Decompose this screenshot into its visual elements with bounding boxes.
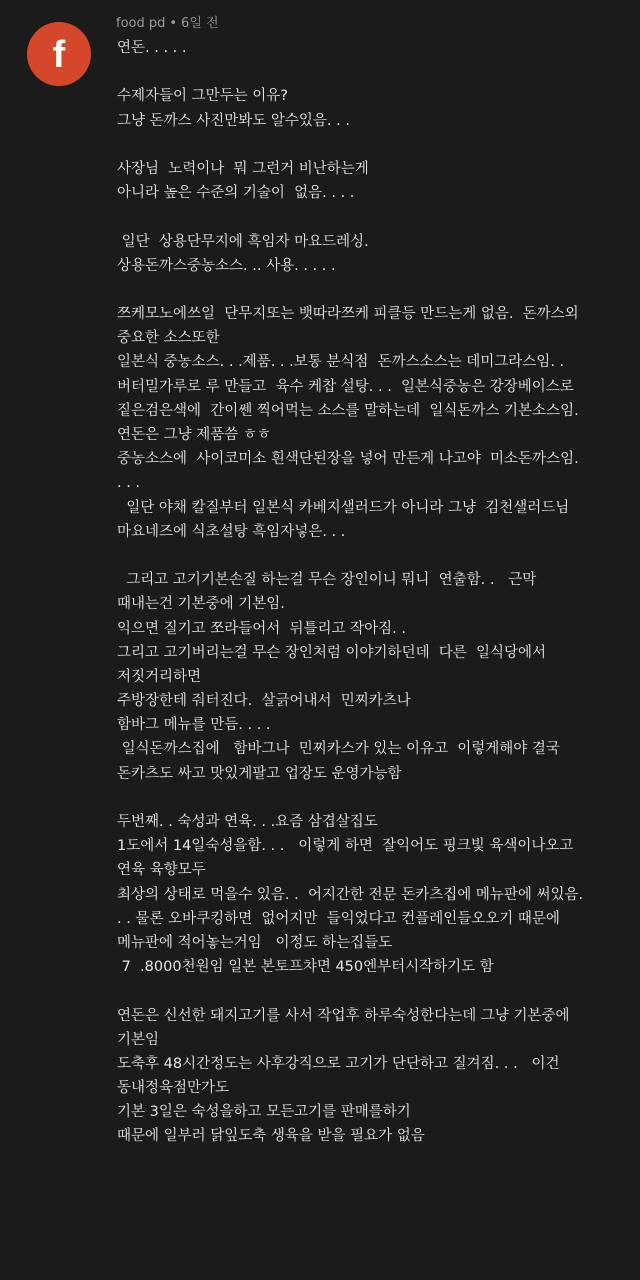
- comment-line: 그리고 고기기본손질 하는걸 무슨 장인이니 뭐니 연출함. . 근막: [117, 572, 537, 589]
- comment-line: 연돈은 그냥 제품씀 ㅎㅎ: [117, 427, 271, 443]
- comment-line: 도축후 48시간정도는 사후강직으로 고기가 단단하고 질겨짐. . . 이건: [117, 1055, 560, 1072]
- comment-line: 최상의 상태로 먹을수 있음. . 어지간한 전문 돈카츠집에 메뉴판에 써있음.: [117, 886, 584, 903]
- comment-line: 동내정육점만가도: [117, 1080, 230, 1097]
- comment-line: 저짓거리하면: [117, 668, 202, 685]
- comment-line: 그리고 고기버리는걸 무슨 장인처럼 이야기하던데 다른 일식당에서: [117, 644, 547, 661]
- comment-line: 때내는건 기본중에 기본임.: [117, 596, 285, 613]
- comment-line: 쯔케모노에쓰일 단무지또는 뱃따라쯔케 피클등 만드는게 없음. 돈까스외: [117, 306, 579, 323]
- comment-line: [117, 278, 637, 302]
- comment-line: 연육 육향모두: [117, 862, 206, 879]
- avatar-letter: f: [52, 34, 66, 76]
- comment-line: 일단 야채 칼질부터 일본식 카베지샐러드가 아니라 그냥 김천샐러드님: [117, 499, 570, 516]
- comment-line: 기본임: [117, 1031, 160, 1048]
- comment-line: 기본 3일은 숙성을하고 모든고기를 판매를하기: [117, 1104, 411, 1121]
- comment-line: [117, 544, 637, 568]
- comment-line: 아니라 높은 수준의 기술이 없음. . . .: [117, 185, 355, 202]
- comment-line: 중요한 소스또한: [117, 330, 220, 347]
- comment-meta: [116, 12, 219, 31]
- comment-time[interactable]: 6일 전: [181, 16, 219, 31]
- comment-line: 일식돈까스집에 함바그나 민찌카스가 있는 이유고 이렇게해야 결국: [117, 741, 560, 758]
- comment-line: [117, 786, 637, 810]
- comment-line: 버터밀가루로 루 만들고 육수 케찹 설탕. . . 일본식중농은 강장베이스로: [117, 378, 574, 395]
- comment-line: 연돈은 신선한 돼지고기를 사서 작업후 하루숙성한다는데 그냥 기본중에: [117, 1007, 570, 1024]
- comment-line: 짙은검은색에 간이쎈 찍어먹는 소스를 말하는데 일식돈까스 기본소스임.: [117, 402, 579, 419]
- comment-body: [117, 36, 637, 1149]
- author-name[interactable]: food pd: [116, 16, 166, 31]
- comment-line: 익으면 질기고 쪼라들어서 뒤틀리고 작아짐. .: [117, 620, 406, 637]
- comment-line: 7 .8000천원임 일본 본토프챠면 450엔부터시작하기도 함: [117, 959, 494, 976]
- comment-line: 돈카츠도 싸고 맛있게팔고 업장도 운영가능함: [117, 765, 402, 782]
- comment-line: 때문에 일부러 닭잎도축 생육을 받을 필요가 없음: [117, 1128, 425, 1145]
- comment-line: 일본식 중농소스. . .제품. . .보통 분식점 돈까스소스는 데미그라스임. .: [117, 354, 565, 371]
- comment-line: . . .: [117, 475, 141, 492]
- comment-line: 주방장한테 줘터진다. 살긁어내서 민찌카츠나: [117, 693, 411, 710]
- comment-line: [117, 60, 637, 84]
- comment-line: 일단 상용단무지에 흑임자 마요드레싱.: [117, 233, 369, 250]
- comment-line: 1도에서 14일숙성을함. . . 이렇게 하면 잘익어도 핑크빛 육색이나오고: [117, 838, 574, 855]
- comment-line: [117, 979, 637, 1003]
- comment-line: 마요네즈에 식초설탕 흑임자넣은. . .: [117, 523, 346, 540]
- comment-line: 사장님 노력이나 뭐 그런거 비난하는게: [117, 160, 369, 177]
- comment-line: 수제자들이 그만두는 이유?: [117, 88, 288, 105]
- author-avatar[interactable]: [27, 22, 91, 86]
- comment-line: 상용돈까스중농소스. .. 사용. . . . .: [117, 257, 336, 274]
- comment-line: [117, 133, 637, 157]
- comment-line: [117, 205, 637, 229]
- separator-dot: •: [169, 16, 178, 31]
- comment-line: 메뉴판에 적어놓는거임 이정도 하는집들도: [117, 934, 393, 951]
- comment-line: 두번째. . 숙성과 연육. . .요즘 삼겹살집도: [117, 814, 378, 830]
- comment-line: 연돈. . . . .: [117, 40, 187, 56]
- comment-line: 그냥 돈까스 사진만봐도 알수있음. . .: [117, 112, 350, 129]
- comment-line: 중농소스에 사이코미소 흰색단된장을 넣어 만든게 나고야 미소돈까스임.: [117, 451, 579, 468]
- comment-line: . . 물론 오바쿠킹하면 없어지만 들익었다고 컨플레인들오오기 때문에: [117, 910, 560, 927]
- comment-line: 함바그 메뉴를 만듬. . . .: [117, 717, 271, 734]
